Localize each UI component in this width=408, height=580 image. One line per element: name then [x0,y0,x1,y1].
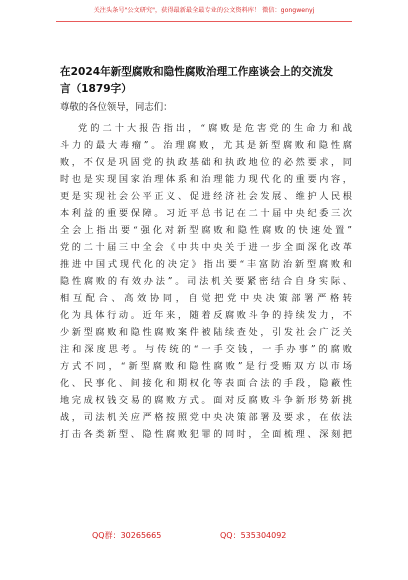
footer-qq-group: QQ群：30265665 [92,531,162,540]
body-line: 党的二十届三中全会《中共中央关于进一步全面深化改革 [60,242,352,253]
top-divider [56,21,352,22]
body-line: 相互配合、高效协同，自觉把党中央决策部署严格转 [60,293,352,304]
body-line: 隐性腐败的有效办法”。司法机关要紧密结合自身实际、 [60,276,352,287]
body-line: 战，司法机关应严格按照党中央决策部署及要求，在依法 [60,412,352,423]
body-line: 化为具体行动。近年来，随着反腐败斗争的持续发力，不 [60,310,352,321]
body-line: 本利益的重要保障。习近平总书记在二十届中央纪委三次 [60,208,352,219]
body-line: 地完成权钱交易的腐败方式。面对反腐败斗争新形势新挑 [60,395,352,406]
body-line: 方式不同，“新型腐败和隐性腐败”是行受贿双方以市场 [60,361,352,372]
body-line: 更是实现社会公平正义、促进经济社会发展、维护人民根 [60,191,352,202]
document-title [60,64,360,98]
salutation: 尊敬的各位领导，同志们： [60,102,173,113]
document-body [60,120,352,443]
body-line: 注和深度思考。与传统的“一手交钱，一手办事”的腐败 [60,344,352,355]
body-line: 时也是实现国家治理体系和治理能力现代化的重要内容， [60,174,352,185]
footer-qq-contact: QQ：535304092 [220,531,287,540]
body-line: 全会上指出要“强化对新型腐败和隐性腐败的快速处置” [60,225,352,236]
body-line: 败，不仅是巩固党的执政基础和执政地位的必然要求，同 [60,157,352,168]
document-title-line-2: 言（1879字） [60,83,132,95]
body-line: 打击各类新型、隐性腐败犯罪的同时，全面梳理、深刻把 [60,429,352,440]
body-line: 化、民事化、间接化和期权化等表面合法的手段，隐蔽性 [60,378,352,389]
body-line: 推进中国式现代化的决定》指出要“丰富防治新型腐败和 [60,259,352,270]
body-line: 斗力的最大毒瘤”。治理腐败，尤其是新型腐败和隐性腐 [60,140,352,151]
top-banner: 关注头条号"公文研究"，获得最新最全最专业的公文资料库！ 微信：gongwenyj [93,7,315,14]
document-title-line-1: 在2024年新型腐败和隐性腐败治理工作座谈会上的交流发 [60,66,334,78]
body-line: 少新型腐败和隐性腐败案件被陆续查处，引发社会广泛关 [60,327,352,338]
body-line: 党的二十大报告指出，“腐败是危害党的生命力和战 [78,123,352,134]
